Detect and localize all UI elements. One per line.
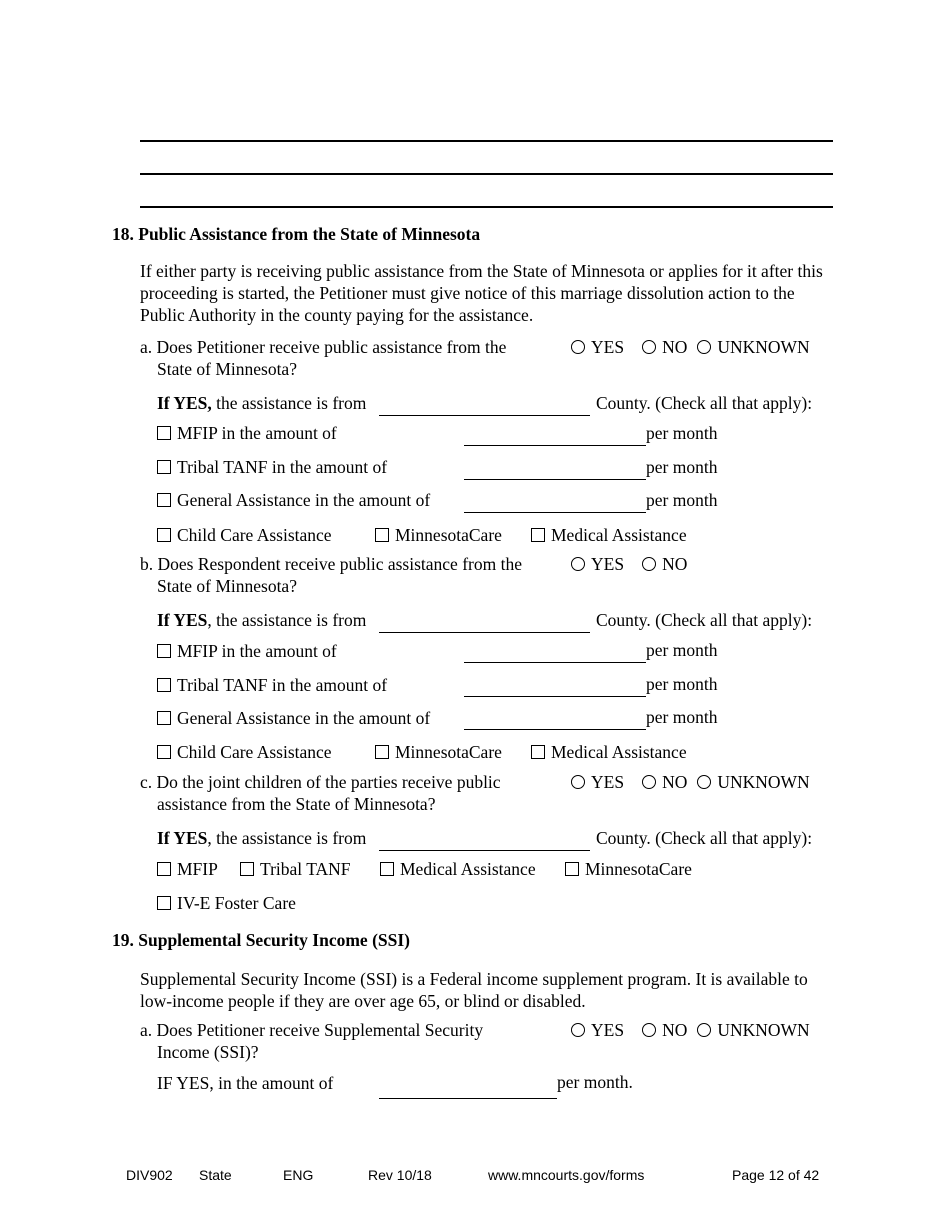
radio-icon[interactable] [642,340,656,354]
medical-assistance-option: Medical Assistance [531,741,687,763]
general-amount-field[interactable] [464,512,646,513]
question-b-line2: State of Minnesota? [157,576,297,596]
minnesotacare-option: MinnesotaCare [565,858,692,880]
tribal-tanf-option: Tribal TANF in the amount of [157,456,387,478]
footer-url[interactable]: www.mncourts.gov/forms [488,1167,645,1183]
mfip-amount-field[interactable] [464,662,646,663]
question-c-line2: assistance from the State of Minnesota? [157,794,436,814]
minnesotacare-option: MinnesotaCare [375,741,502,763]
general-assistance-option: General Assistance in the amount of [157,707,430,729]
county-field[interactable] [379,415,590,416]
checkbox-icon[interactable] [531,528,545,542]
per-month-label: per month [646,707,718,727]
county-label: County. (Check all that apply): [596,828,813,848]
mfip-option: MFIP in the amount of [157,640,337,662]
question-a-line1: a. Does Petitioner receive public assistance from the [140,337,507,357]
checkbox-icon[interactable] [380,862,394,876]
radio-icon[interactable] [697,1023,711,1037]
answer-line[interactable] [140,206,833,208]
minnesotacare-option: MinnesotaCare [375,524,502,546]
checkbox-icon[interactable] [157,426,171,440]
radio-icon[interactable] [571,557,585,571]
county-label: County. (Check all that apply): [596,393,813,413]
per-month-label: per month [646,490,718,510]
mfip-option: MFIP in the amount of [157,422,337,444]
option-yes[interactable]: YES [571,336,624,358]
option-unknown[interactable]: UNKNOWN [697,771,809,793]
radio-icon[interactable] [642,775,656,789]
radio-icon[interactable] [571,775,585,789]
checkbox-icon[interactable] [157,745,171,759]
radio-icon[interactable] [697,340,711,354]
county-field[interactable] [379,632,590,633]
question-b-options [571,553,697,575]
option-yes[interactable]: YES [571,553,624,575]
section-number: 18. [112,224,134,244]
section-title: Public Assistance from the State of Minnesota [138,224,481,244]
county-label: County. (Check all that apply): [596,610,813,630]
question-b-line1: b. Does Respondent receive public assistance from the [140,554,522,574]
per-month-label: per month [646,674,718,694]
radio-icon[interactable] [571,1023,585,1037]
child-care-option: Child Care Assistance [157,524,332,546]
footer-form-id: DIV902 [126,1167,173,1183]
option-no[interactable]: NO [642,336,687,358]
answer-line[interactable] [140,173,833,175]
mfip-option: MFIP [157,858,218,880]
question-a-line2: State of Minnesota? [157,359,297,379]
tribal-amount-field[interactable] [464,479,646,480]
option-yes[interactable]: YES [571,1019,624,1041]
checkbox-icon[interactable] [531,745,545,759]
question-a-options [571,336,820,358]
checkbox-icon[interactable] [157,711,171,725]
foster-care-option: IV-E Foster Care [157,892,296,914]
checkbox-icon[interactable] [375,528,389,542]
answer-line[interactable] [140,140,833,142]
footer-state: State [199,1167,232,1183]
checkbox-icon[interactable] [157,644,171,658]
per-month-label: per month [646,423,718,443]
checkbox-icon[interactable] [565,862,579,876]
section-18-intro: If either party is receiving public assistance from the State of Minnesota or applies for it after this proceeding is started, the Petitioner must give notice of this marriage dissolution action to the Public Authority in the county paying for the assistance. [140,261,823,325]
checkbox-icon[interactable] [157,460,171,474]
option-yes[interactable]: YES [571,771,624,793]
radio-icon[interactable] [697,775,711,789]
radio-icon[interactable] [571,340,585,354]
checkbox-icon[interactable] [157,862,171,876]
section-number: 19. [112,930,134,950]
if-yes-label: If YES, the assistance is from [157,393,367,413]
question-ssi-line2: Income (SSI)? [157,1042,259,1062]
tribal-tanf-option: Tribal TANF [240,858,351,880]
checkbox-icon[interactable] [375,745,389,759]
option-unknown[interactable]: UNKNOWN [697,1019,809,1041]
medical-assistance-option: Medical Assistance [380,858,536,880]
per-month-label: per month [646,457,718,477]
child-care-option: Child Care Assistance [157,741,332,763]
tribal-amount-field[interactable] [464,696,646,697]
radio-icon[interactable] [642,557,656,571]
question-ssi-options [571,1019,820,1041]
checkbox-icon[interactable] [240,862,254,876]
option-unknown[interactable]: UNKNOWN [697,336,809,358]
section-18-heading [112,224,480,245]
question-c-options [571,771,820,793]
county-field[interactable] [379,850,590,851]
section-title: Supplemental Security Income (SSI) [138,930,410,950]
section-19-intro: Supplemental Security Income (SSI) is a Federal income supplement program. It is available to low-income people if they are over age 65, or blind or disabled. [140,969,808,1011]
general-amount-field[interactable] [464,729,646,730]
footer-revision: Rev 10/18 [368,1167,432,1183]
checkbox-icon[interactable] [157,678,171,692]
medical-assistance-option: Medical Assistance [531,524,687,546]
question-ssi-line1: a. Does Petitioner receive Supplemental Security [140,1020,484,1040]
radio-icon[interactable] [642,1023,656,1037]
option-no[interactable]: NO [642,771,687,793]
if-yes-label: If YES, the assistance is from [157,610,367,630]
general-assistance-option: General Assistance in the amount of [157,489,430,511]
option-no[interactable]: NO [642,553,687,575]
footer-language: ENG [283,1167,314,1183]
tribal-tanf-option: Tribal TANF in the amount of [157,674,387,696]
ssi-amount-field[interactable] [379,1098,557,1099]
footer-page-number: Page 12 of 42 [732,1167,820,1183]
mfip-amount-field[interactable] [464,445,646,446]
checkbox-icon[interactable] [157,896,171,910]
per-month-label: per month. [557,1072,633,1092]
option-no[interactable]: NO [642,1019,687,1041]
section-19-heading [112,930,410,951]
per-month-label: per month [646,640,718,660]
ssi-amount-label: IF YES, in the amount of [157,1073,334,1093]
checkbox-icon[interactable] [157,528,171,542]
question-c-line1: c. Do the joint children of the parties receive public [140,772,501,792]
checkbox-icon[interactable] [157,493,171,507]
if-yes-label: If YES, the assistance is from [157,828,367,848]
